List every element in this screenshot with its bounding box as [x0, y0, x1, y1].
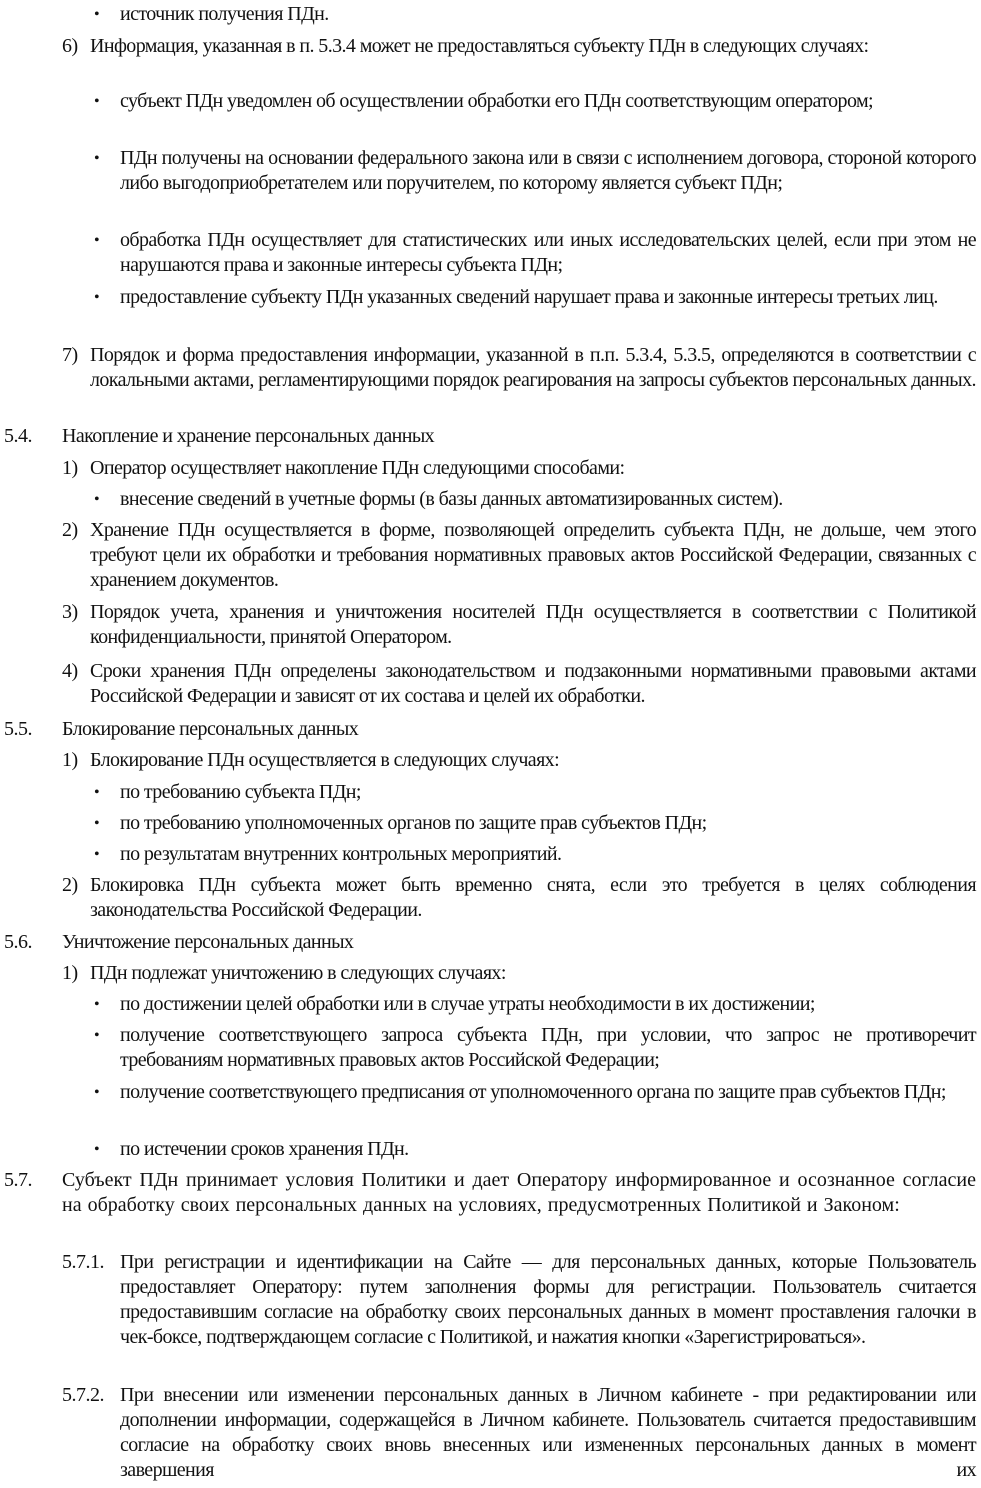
item-number: 2): [62, 874, 78, 896]
item-number: 7): [62, 344, 78, 366]
item-text: Блокирование ПДн осуществляется в следующих случаях:: [90, 749, 560, 771]
bullet-text: по достижении целей обработки или в случае утраты необходимости в их достижении;: [120, 993, 815, 1015]
bullet-icon: •: [94, 996, 100, 1013]
subsection-text: При внесении или изменении персональных данных в Личном кабинете - при редактировании или дополнении информации, содержащейся в Личном кабинете. Пользователь считается предоставившим согласие на обработку своих вновь внесенных или измененных персональных данных в момент завершения их: [120, 1384, 976, 1481]
item-number: 3): [62, 601, 78, 623]
bullet-icon: •: [94, 491, 100, 508]
subsection-text: При регистрации и идентификации на Сайте — для персональных данных, которые Пользователь предоставляет Оператору: путем заполнения формы для регистрации. Пользователь считается предоставившим согласие на обработку своих персональных данных в момент проставления галочки в чек-боксе, подтверждающем согласие с Политикой, и нажатия кнопки «Зарегистрироваться».: [120, 1251, 976, 1348]
section-number: 5.6.: [4, 931, 32, 953]
bullet-text: ПДн получены на основании федерального закона или в связи с исполнением договора, стороной которого либо выгодоприобретателем или поручителем, по которому является субъект ПДн;: [120, 147, 976, 194]
subsection-number: 5.7.2.: [62, 1384, 104, 1406]
bullet-text: по требованию уполномоченных органов по защите прав субъектов ПДн;: [120, 812, 707, 834]
section-text: Субъект ПДн принимает условия Политики и дает Оператору информированное и осознанное согласие на обработку своих персональных данных на условиях, предусмотренных Политикой и Законом:: [62, 1169, 976, 1216]
bullet-text: субъект ПДн уведомлен об осуществлении обработки его ПДн соответствующим оператором;: [120, 90, 873, 112]
item-text: Порядок учета, хранения и уничтожения носителей ПДн осуществляется в соответствии с Политикой конфиденциальности, принятой Оператором.: [90, 601, 976, 648]
section-title: Накопление и хранение персональных данных: [62, 425, 435, 447]
bullet-text: по истечении сроков хранения ПДн.: [120, 1138, 409, 1160]
item-number: 1): [62, 457, 78, 479]
section-number: 5.7.: [4, 1169, 32, 1191]
section-title: Блокирование персональных данных: [62, 718, 359, 740]
bullet-text: обработка ПДн осуществляет для статистических или иных исследовательских целей, если при этом не нарушаются права и законные интересы субъекта ПДн;: [120, 229, 976, 276]
item-text: Порядок и форма предоставления информации, указанной в п.п. 5.3.4, 5.3.5, определяются в соответствии с локальными актами, регламентирующими порядок реагирования на запросы субъектов персональных данных.: [90, 344, 976, 391]
bullet-icon: •: [94, 6, 100, 23]
bullet-icon: •: [94, 846, 100, 863]
item-number: 1): [62, 962, 78, 984]
bullet-text: внесение сведений в учетные формы (в базы данных автоматизированных систем).: [120, 488, 783, 510]
bullet-text: предоставление субъекту ПДн указанных сведений нарушает права и законные интересы третьих лиц.: [120, 286, 938, 308]
item-text: Хранение ПДн осуществляется в форме, позволяющей определить субъекта ПДн, не дольше, чем этого требуют цели их обработки и требования нормативных правовых актов Российской Федерации, связанных с хранением документов.: [90, 519, 976, 591]
bullet-text: по результатам внутренних контрольных мероприятий.: [120, 843, 562, 865]
bullet-text: источник получения ПДн.: [120, 3, 329, 25]
section-title: Уничтожение персональных данных: [62, 931, 354, 953]
item-text: ПДн подлежат уничтожению в следующих случаях:: [90, 962, 506, 984]
bullet-text: получение соответствующего предписания от уполномоченного органа по защите прав субъектов ПДн;: [120, 1081, 946, 1103]
subsection-number: 5.7.1.: [62, 1251, 104, 1273]
item-number: 2): [62, 519, 78, 541]
bullet-icon: •: [94, 1027, 100, 1044]
bullet-icon: •: [94, 289, 100, 306]
bullet-text: получение соответствующего запроса субъекта ПДн, при условии, что запрос не противоречит требованиям нормативных правовых актов Российской Федерации;: [120, 1024, 976, 1071]
item-number: 6): [62, 35, 78, 57]
bullet-text: по требованию субъекта ПДн;: [120, 781, 361, 803]
item-text: Оператор осуществляет накопление ПДн следующими способами:: [90, 457, 625, 479]
bullet-icon: •: [94, 1141, 100, 1158]
bullet-icon: •: [94, 150, 100, 167]
item-text: Информация, указанная в п. 5.3.4 может не предоставляться субъекту ПДн в следующих случаях:: [90, 35, 869, 57]
section-number: 5.5.: [4, 718, 32, 740]
bullet-icon: •: [94, 93, 100, 110]
bullet-icon: •: [94, 232, 100, 249]
item-text: Блокировка ПДн субъекта может быть временно снята, если это требуется в целях соблюдения законодательства Российской Федерации.: [90, 874, 976, 921]
item-text: Сроки хранения ПДн определены законодательством и подзаконными нормативными правовыми актами Российской Федерации и зависят от их состава и целей их обработки.: [90, 660, 976, 707]
bullet-icon: •: [94, 1084, 100, 1101]
section-number: 5.4.: [4, 425, 32, 447]
item-number: 1): [62, 749, 78, 771]
bullet-icon: •: [94, 784, 100, 801]
bullet-icon: •: [94, 815, 100, 832]
item-number: 4): [62, 660, 78, 682]
